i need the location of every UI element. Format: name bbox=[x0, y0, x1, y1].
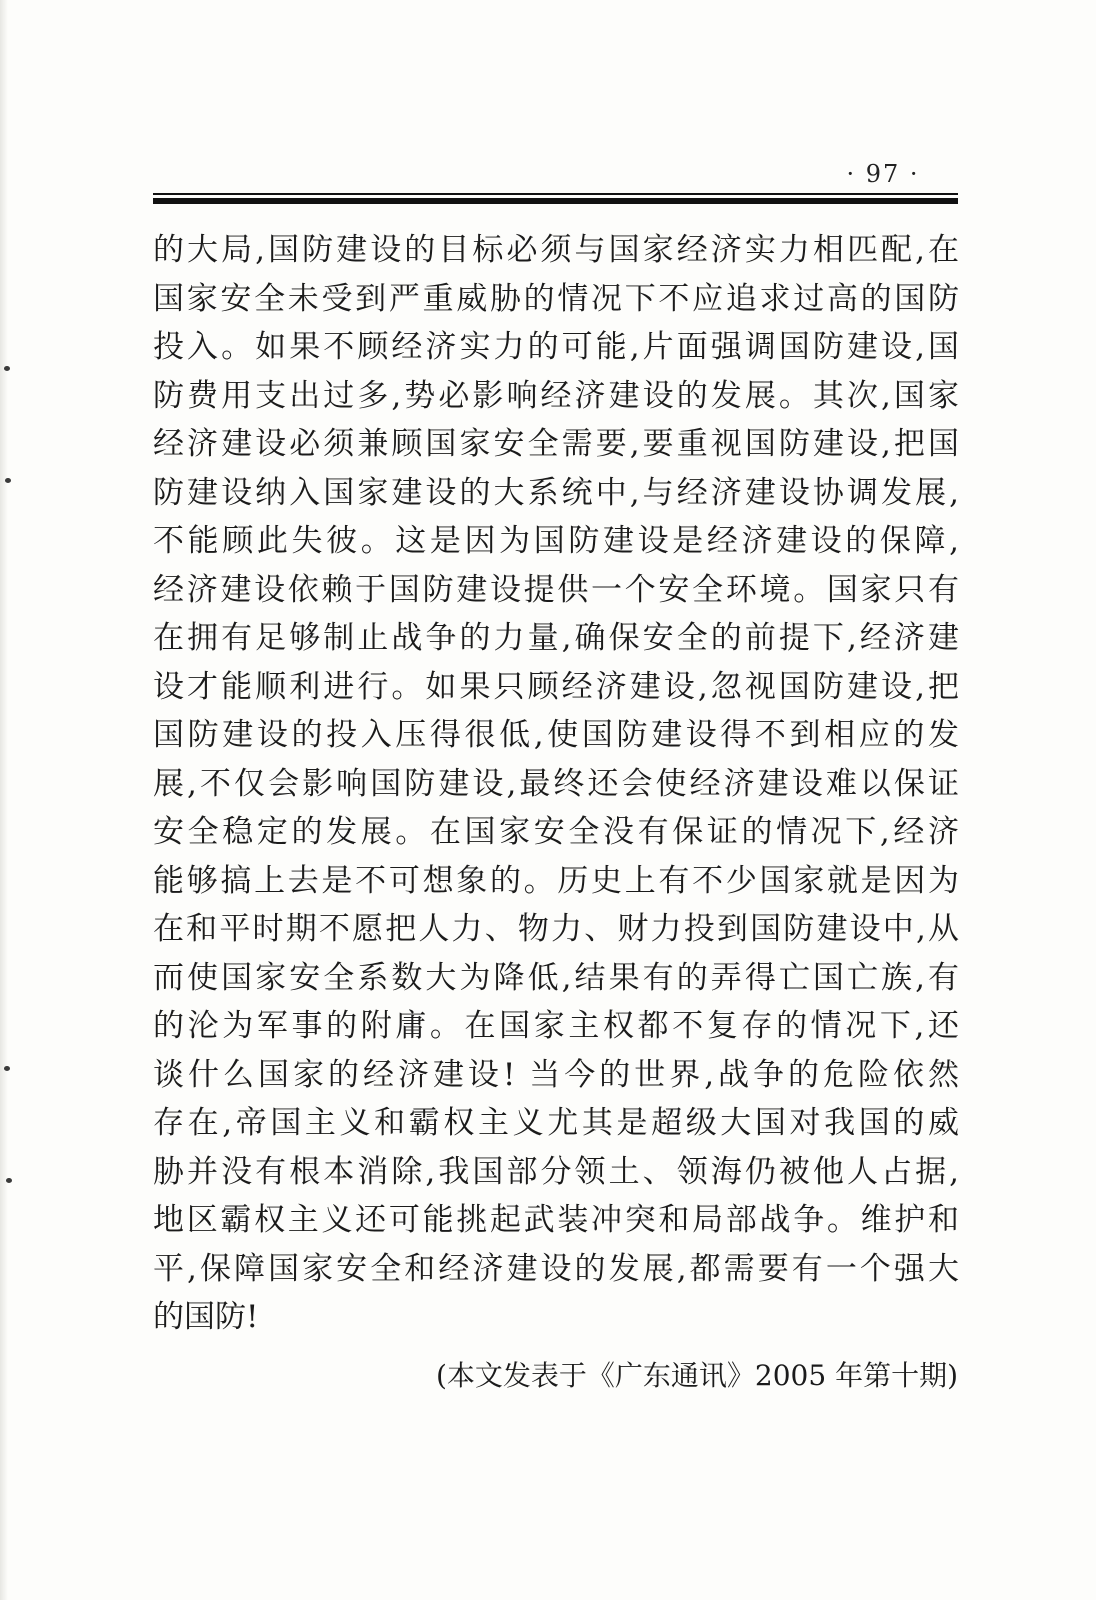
text-line: 在和平时期不愿把人力、物力、财力投到国防建设中,从 bbox=[153, 911, 959, 947]
header-rule-thick bbox=[153, 198, 958, 204]
text-line: 投入。如果不顾经济实力的可能,片面强调国防建设,国 bbox=[153, 329, 959, 365]
text-line-last: 的国防! bbox=[153, 1299, 259, 1335]
text-line: 在拥有足够制止战争的力量,确保安全的前提下,经济建 bbox=[153, 620, 959, 656]
text-line: 国防建设的投入压得很低,使国防建设得不到相应的发 bbox=[153, 717, 959, 753]
scan-left-edge bbox=[0, 0, 8, 1600]
header-rule-thin bbox=[153, 193, 958, 195]
source-note: (本文发表于《广东通讯》2005 年第十期) bbox=[435, 1359, 958, 1392]
scan-speck bbox=[4, 1066, 10, 1071]
text-line: 能够搞上去是不可想象的。历史上有不少国家就是因为 bbox=[153, 862, 959, 899]
text-line: 存在,帝国主义和霸权主义尤其是超级大国对我国的威 bbox=[153, 1105, 959, 1141]
text-line: 地区霸权主义还可能挑起武装冲突和局部战争。维护和 bbox=[153, 1202, 959, 1238]
text-line: 安全稳定的发展。在国家安全没有保证的情况下,经济 bbox=[153, 814, 959, 850]
scan-speck bbox=[5, 478, 11, 483]
text-line: 平,保障国家安全和经济建设的发展,都需要有一个强大 bbox=[153, 1250, 959, 1287]
text-line: 不能顾此失彼。这是因为国防建设是经济建设的保障, bbox=[153, 523, 959, 559]
scan-speck bbox=[4, 366, 10, 371]
text-line: 防费用支出过多,势必影响经济建设的发展。其次,国家 bbox=[153, 377, 959, 414]
scan-speck bbox=[6, 1178, 12, 1183]
page-number: · 97 · bbox=[846, 160, 920, 188]
text-line: 胁并没有根本消除,我国部分领土、领海仍被他人占据, bbox=[153, 1153, 959, 1190]
text-line: 而使国家安全系数大为降低,结果有的弄得亡国亡族,有 bbox=[153, 959, 959, 996]
text-line: 展,不仅会影响国防建设,最终还会使经济建设难以保证 bbox=[153, 765, 959, 802]
text-line: 经济建设必须兼顾国家安全需要,要重视国防建设,把国 bbox=[153, 426, 959, 462]
text-line: 国家安全未受到严重威胁的情况下不应追求过高的国防 bbox=[153, 280, 959, 317]
text-line: 设才能顺利进行。如果只顾经济建设,忽视国防建设,把 bbox=[153, 668, 959, 705]
body-paragraph bbox=[153, 226, 959, 1342]
text-line: 谈什么国家的经济建设! 当今的世界,战争的危险依然 bbox=[153, 1056, 959, 1093]
text-line: 防建设纳入国家建设的大系统中,与经济建设协调发展, bbox=[153, 474, 959, 511]
text-line: 的大局,国防建设的目标必须与国家经济实力相匹配,在 bbox=[153, 232, 959, 268]
text-line: 的沦为军事的附庸。在国家主权都不复存的情况下,还 bbox=[153, 1008, 959, 1044]
text-line: 经济建设依赖于国防建设提供一个安全环境。国家只有 bbox=[153, 571, 959, 608]
